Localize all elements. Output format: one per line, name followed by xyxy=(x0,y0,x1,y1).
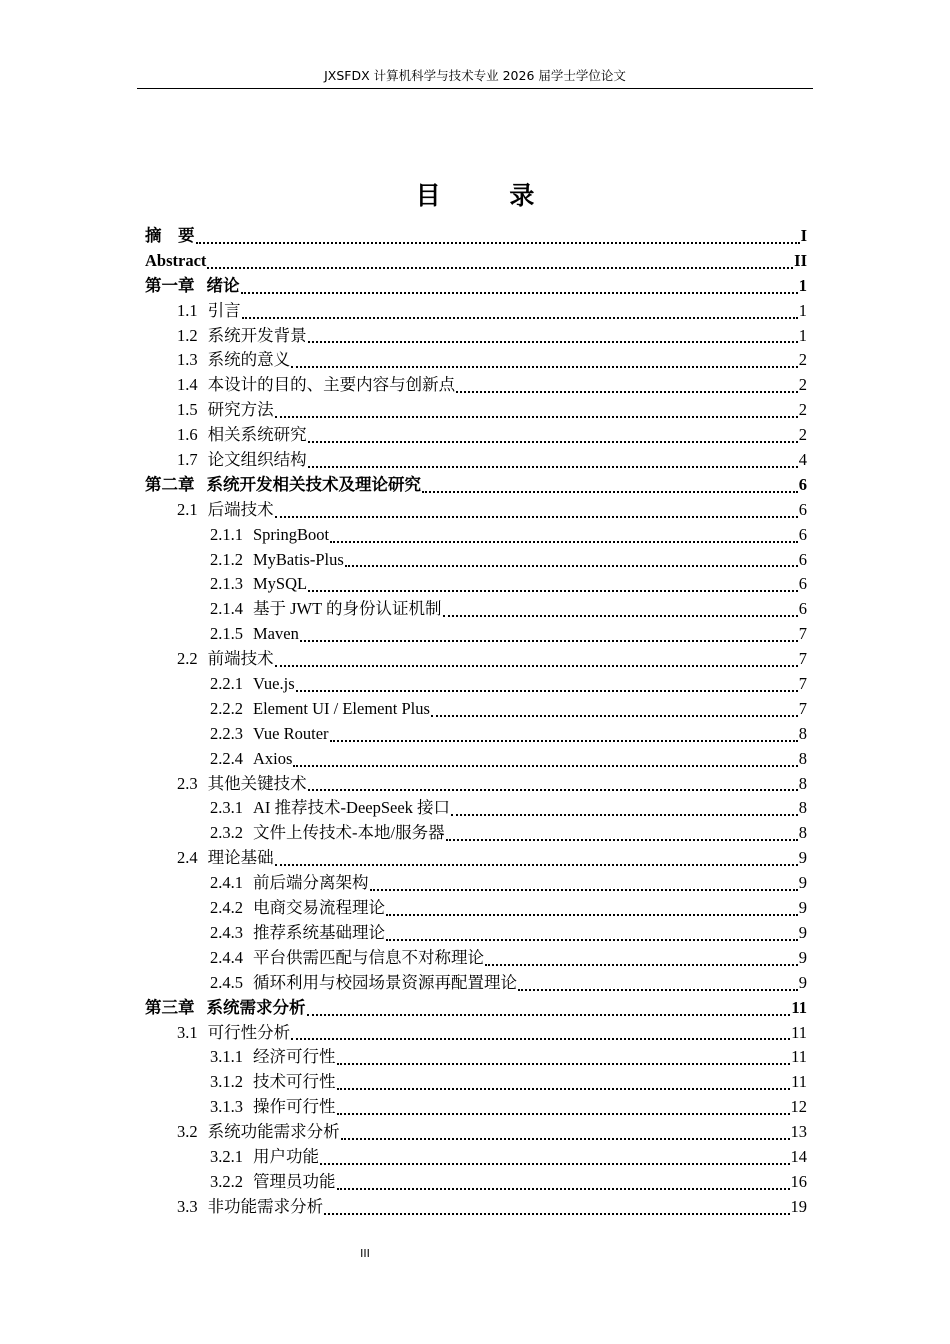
toc-entry-page: 6 xyxy=(798,574,807,594)
toc-entry-number: 1.5 xyxy=(177,400,198,420)
toc-entry-title: AI 推荐技术-DeepSeek 接口 xyxy=(253,798,451,818)
toc-entry-number: 2.1.4 xyxy=(210,599,243,619)
toc-entry-page: 7 xyxy=(798,698,807,718)
toc-dot-leader xyxy=(341,1138,790,1140)
toc-entry-title: SpringBoot xyxy=(253,524,330,544)
toc-entry[interactable] xyxy=(145,224,807,249)
toc-entry[interactable] xyxy=(145,971,807,996)
toc-entry[interactable] xyxy=(145,697,807,722)
toc-entry-page: 2 xyxy=(798,350,807,370)
toc-entry-title: Abstract xyxy=(145,250,207,270)
toc-entry-title: 前端技术 xyxy=(207,649,274,669)
toc-dot-leader xyxy=(308,441,798,443)
toc-dot-leader xyxy=(443,615,798,617)
toc-entry-number: 2.3.2 xyxy=(210,823,243,843)
toc-entry-title: 引言 xyxy=(207,300,241,320)
toc-entry-page: 2 xyxy=(798,375,807,395)
toc-entry-number: 2.4 xyxy=(177,848,198,868)
toc-entry-number: 1.3 xyxy=(177,350,198,370)
toc-entry-number: 3.1.2 xyxy=(210,1072,243,1092)
toc-entry-title: 研究方法 xyxy=(207,400,274,420)
toc-dot-leader xyxy=(451,814,798,816)
toc-entry[interactable] xyxy=(145,1021,807,1046)
toc-entry-page: 6 xyxy=(798,599,807,619)
toc-dot-leader xyxy=(275,864,798,866)
toc-dot-leader xyxy=(207,267,793,269)
toc-entry-number: 2.4.3 xyxy=(210,922,243,942)
toc-entry[interactable] xyxy=(145,1145,807,1170)
toc-entry-number: 第三章 xyxy=(145,997,195,1017)
toc-entry-page: II xyxy=(794,250,807,270)
toc-entry-page: 11 xyxy=(791,1047,807,1067)
toc-entry-title: 绪论 xyxy=(206,275,240,295)
toc-dot-leader xyxy=(422,491,798,493)
toc-entry-number: 3.3 xyxy=(177,1196,198,1216)
toc-entry[interactable] xyxy=(145,1120,807,1145)
toc-dot-leader xyxy=(456,391,798,393)
toc-entry[interactable] xyxy=(145,498,807,523)
toc-entry-number: 2.2.1 xyxy=(210,674,243,694)
toc-dot-leader xyxy=(386,914,798,916)
toc-entry[interactable] xyxy=(145,274,807,299)
toc-entry-title: 其他关键技术 xyxy=(207,773,307,793)
toc-entry-number: 2.2.3 xyxy=(210,723,243,743)
toc-entry-number: 1.7 xyxy=(177,450,198,470)
toc-entry-title: 相关系统研究 xyxy=(207,425,307,445)
toc-entry-number: 第二章 xyxy=(145,474,195,494)
toc-entry-title: 本设计的目的、主要内容与创新点 xyxy=(207,375,456,395)
toc-entry-title: 理论基础 xyxy=(207,848,274,868)
toc-title: 目 录 xyxy=(415,181,565,210)
toc-entry-title: MySQL xyxy=(253,574,308,594)
toc-entry-title: 系统的意义 xyxy=(207,350,291,370)
toc-entry-page: 16 xyxy=(790,1171,807,1191)
toc-entry[interactable] xyxy=(145,348,807,373)
toc-entry-page: 1 xyxy=(798,300,807,320)
toc-dot-leader xyxy=(431,715,798,717)
toc-entry-title: 平台供需匹配与信息不对称理论 xyxy=(253,947,484,967)
toc-entry-page: 7 xyxy=(798,674,807,694)
toc-dot-leader xyxy=(275,665,798,667)
toc-entry-page: 9 xyxy=(798,947,807,967)
toc-entry-title: 电商交易流程理论 xyxy=(253,898,385,918)
toc-entry[interactable] xyxy=(145,946,807,971)
toc-entry-title: 文件上传技术-本地/服务器 xyxy=(253,823,445,843)
toc-dot-leader xyxy=(241,292,798,294)
toc-entry[interactable] xyxy=(145,747,807,772)
toc-entry-number: 3.1 xyxy=(177,1022,198,1042)
toc-entry[interactable] xyxy=(145,572,807,597)
toc-dot-leader xyxy=(337,1063,791,1065)
toc-entry-number: 2.4.4 xyxy=(210,947,243,967)
toc-entry[interactable] xyxy=(145,846,807,871)
toc-entry-number: 1.2 xyxy=(177,325,198,345)
running-header: JXSFDX 计算机科学与技术专业 2026 届学士学位论文 xyxy=(324,68,626,83)
toc-entry-number: 3.1.3 xyxy=(210,1097,243,1117)
toc-dot-leader xyxy=(308,466,798,468)
toc-entry-number: 2.1.3 xyxy=(210,574,243,594)
toc-dot-leader xyxy=(330,541,798,543)
toc-entry[interactable] xyxy=(145,772,807,797)
toc-entry[interactable] xyxy=(145,373,807,398)
toc-entry-title: 后端技术 xyxy=(207,499,274,519)
toc-entry-number: 3.2.1 xyxy=(210,1146,243,1166)
toc-entry[interactable] xyxy=(145,1195,807,1220)
toc-entry-title: 经济可行性 xyxy=(253,1047,336,1067)
toc-entry-title: 可行性分析 xyxy=(207,1022,291,1042)
toc-dot-leader xyxy=(446,839,798,841)
toc-dot-leader xyxy=(300,640,798,642)
toc-dot-leader xyxy=(291,1038,790,1040)
toc-entry-page: 2 xyxy=(798,400,807,420)
toc-entry[interactable] xyxy=(145,722,807,747)
toc-dot-leader xyxy=(386,939,798,941)
toc-entry-page: 13 xyxy=(790,1122,807,1142)
toc-entry-title: Element UI / Element Plus xyxy=(253,698,430,718)
toc-dot-leader xyxy=(308,341,798,343)
toc-dot-leader xyxy=(275,416,798,418)
toc-entry[interactable] xyxy=(145,821,807,846)
header-rule xyxy=(137,88,813,89)
toc-dot-leader xyxy=(330,740,798,742)
toc-dot-leader xyxy=(485,964,798,966)
toc-dot-leader xyxy=(320,1163,790,1165)
toc-dot-leader xyxy=(324,1213,789,1215)
toc-entry-number: 2.1 xyxy=(177,499,198,519)
toc-entry-number: 2.4.5 xyxy=(210,972,243,992)
toc-entry-title: MyBatis-Plus xyxy=(253,549,344,569)
toc-entry-number: 第一章 xyxy=(145,275,195,295)
toc-entry-title: 前后端分离架构 xyxy=(253,873,369,893)
toc-entry-page: I xyxy=(800,226,807,245)
toc-entry[interactable] xyxy=(145,398,807,423)
toc-dot-leader xyxy=(307,1014,791,1016)
toc-entry-page: 6 xyxy=(798,499,807,519)
toc-entry-title: 技术可行性 xyxy=(253,1072,336,1092)
toc-entry[interactable] xyxy=(145,523,807,548)
toc-entry-page: 8 xyxy=(798,748,807,768)
toc-entry[interactable] xyxy=(145,1045,807,1070)
toc-entry-page: 11 xyxy=(791,997,807,1017)
toc-entry-title: 用户功能 xyxy=(253,1146,319,1166)
toc-entry[interactable] xyxy=(145,324,807,349)
toc-entry-number: 2.1.2 xyxy=(210,549,243,569)
toc-entry[interactable] xyxy=(145,647,807,672)
toc-entry-page: 9 xyxy=(798,898,807,918)
toc-entry-number: 3.2 xyxy=(177,1122,198,1142)
toc-entry-title: 系统功能需求分析 xyxy=(207,1122,340,1142)
toc-entry-title: 循环利用与校园场景资源再配置理论 xyxy=(253,972,517,992)
toc-dot-leader xyxy=(337,1188,790,1190)
toc-entry[interactable] xyxy=(145,921,807,946)
toc-entry-page: 9 xyxy=(798,848,807,868)
toc-entry-page: 1 xyxy=(798,325,807,345)
page-number: III xyxy=(360,1247,370,1260)
toc-entry-page: 9 xyxy=(798,873,807,893)
toc-dot-leader xyxy=(242,317,798,319)
toc-entry-page: 11 xyxy=(791,1022,807,1042)
toc-entry-number: 3.2.2 xyxy=(210,1171,243,1191)
toc-entry-page: 8 xyxy=(798,723,807,743)
toc-dot-leader xyxy=(308,789,798,791)
toc-dot-leader xyxy=(370,889,798,891)
toc-entry-number: 1.1 xyxy=(177,300,198,320)
toc-entry-page: 9 xyxy=(798,922,807,942)
toc-entry[interactable] xyxy=(145,1095,807,1120)
toc-dot-leader xyxy=(291,366,798,368)
toc-entry-title: 论文组织结构 xyxy=(207,450,307,470)
toc-entry-title: 基于 JWT 的身份认证机制 xyxy=(253,599,442,619)
toc-entry[interactable] xyxy=(145,622,807,647)
toc-entry[interactable] xyxy=(145,448,807,473)
toc-entry-number: 2.2.4 xyxy=(210,748,243,768)
toc-entry-title: 非功能需求分析 xyxy=(207,1196,324,1216)
toc-entry[interactable] xyxy=(145,548,807,573)
toc-dot-leader xyxy=(518,989,798,991)
toc-entry-page: 2 xyxy=(798,425,807,445)
toc-entry-title: 系统开发背景 xyxy=(207,325,307,345)
toc-entry-number: 2.2 xyxy=(177,649,198,669)
toc-entry-page: 7 xyxy=(798,624,807,644)
toc-entry[interactable] xyxy=(145,1070,807,1095)
toc-entry-title: 系统开发相关技术及理论研究 xyxy=(206,474,421,494)
toc-entry-page: 6 xyxy=(798,474,807,494)
table-of-contents xyxy=(145,224,807,1220)
toc-entry-page: 8 xyxy=(798,798,807,818)
toc-entry-page: 11 xyxy=(791,1072,807,1092)
toc-entry-number: 2.3 xyxy=(177,773,198,793)
toc-entry-page: 6 xyxy=(798,524,807,544)
toc-dot-leader xyxy=(337,1113,790,1115)
toc-entry-number: 1.6 xyxy=(177,425,198,445)
toc-entry-page: 7 xyxy=(798,649,807,669)
toc-entry-title: Vue Router xyxy=(253,723,329,743)
toc-entry-page: 1 xyxy=(798,275,807,295)
toc-entry-number: 2.4.2 xyxy=(210,898,243,918)
toc-entry[interactable] xyxy=(145,249,807,274)
toc-entry-number: 2.1.1 xyxy=(210,524,243,544)
toc-entry[interactable] xyxy=(145,473,807,498)
toc-entry[interactable] xyxy=(145,299,807,324)
toc-dot-leader xyxy=(296,690,798,692)
toc-entry-title: 摘 要 xyxy=(145,226,195,245)
toc-entry[interactable] xyxy=(145,796,807,821)
toc-entry-page: 19 xyxy=(790,1196,807,1216)
toc-entry-page: 8 xyxy=(798,823,807,843)
toc-entry-number: 1.4 xyxy=(177,375,198,395)
toc-entry-title: 系统需求分析 xyxy=(206,997,306,1017)
toc-entry-page: 6 xyxy=(798,549,807,569)
toc-entry-page: 14 xyxy=(790,1146,807,1166)
toc-entry-number: 2.2.2 xyxy=(210,698,243,718)
toc-entry-number: 3.1.1 xyxy=(210,1047,243,1067)
toc-entry[interactable] xyxy=(145,896,807,921)
toc-entry-title: Vue.js xyxy=(253,674,295,694)
toc-entry[interactable] xyxy=(145,597,807,622)
toc-entry[interactable] xyxy=(145,996,807,1021)
toc-entry-page: 8 xyxy=(798,773,807,793)
toc-entry-title: Axios xyxy=(253,748,293,768)
toc-dot-leader xyxy=(196,242,800,244)
toc-entry-number: 2.1.5 xyxy=(210,624,243,644)
toc-entry-page: 9 xyxy=(798,972,807,992)
toc-entry-page: 12 xyxy=(790,1097,807,1117)
toc-dot-leader xyxy=(293,765,797,767)
toc-dot-leader xyxy=(337,1088,791,1090)
toc-entry-title: 操作可行性 xyxy=(253,1097,336,1117)
toc-entry-number: 2.4.1 xyxy=(210,873,243,893)
toc-entry[interactable] xyxy=(145,871,807,896)
toc-entry-title: 管理员功能 xyxy=(253,1171,336,1191)
toc-entry[interactable] xyxy=(145,1170,807,1195)
toc-entry[interactable] xyxy=(145,672,807,697)
toc-entry-number: 2.3.1 xyxy=(210,798,243,818)
toc-entry-title: 推荐系统基础理论 xyxy=(253,922,385,942)
toc-entry-page: 4 xyxy=(798,450,807,470)
toc-entry-title: Maven xyxy=(253,624,299,644)
toc-entry[interactable] xyxy=(145,423,807,448)
toc-dot-leader xyxy=(275,516,798,518)
toc-dot-leader xyxy=(345,565,798,567)
toc-dot-leader xyxy=(308,590,798,592)
